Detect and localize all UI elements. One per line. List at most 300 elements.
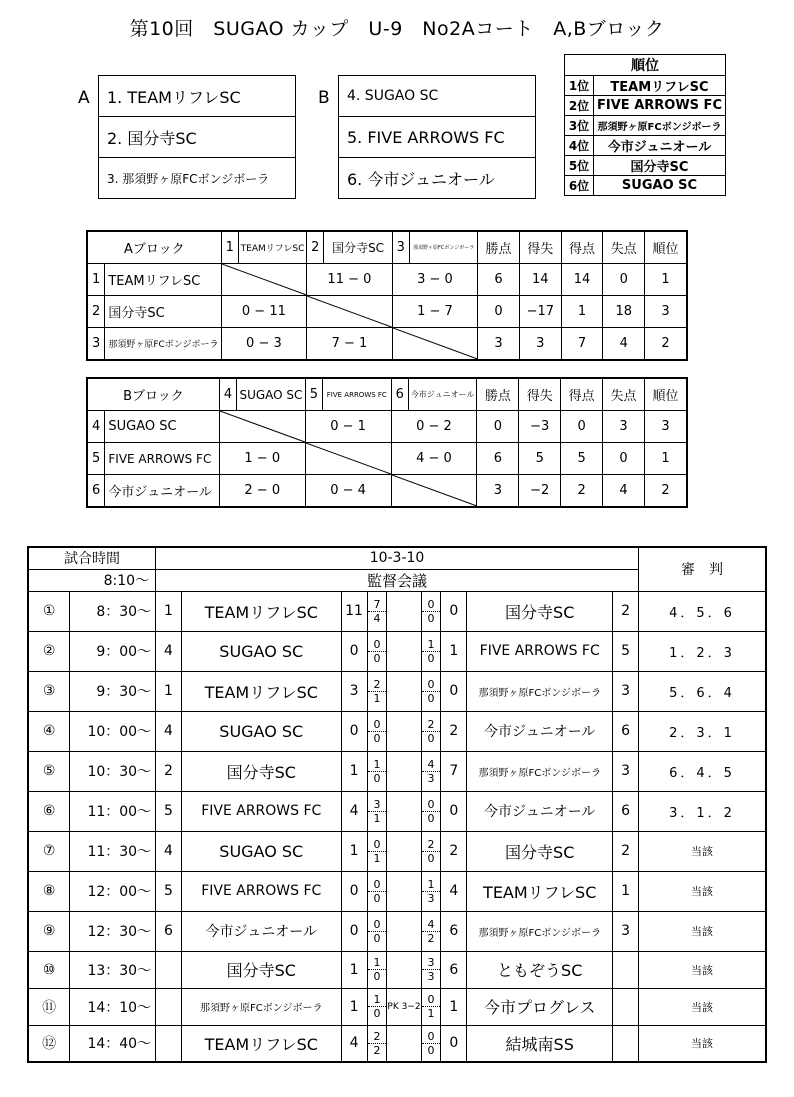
block-b-team: 6. 今市ジュニオール	[339, 158, 536, 199]
row-num: 1	[87, 264, 105, 296]
stat-cell: 0	[603, 264, 645, 296]
match-time: 11：30〜	[70, 831, 156, 871]
away-second-half: 3	[427, 891, 435, 905]
home-half-scores	[367, 791, 387, 831]
row-team: 那須野ヶ原FCボンジボーラ	[105, 328, 221, 361]
result-cell: 2 − 0	[219, 475, 305, 508]
home-half-scores	[367, 831, 387, 871]
away-half-scores	[421, 791, 441, 831]
stat-cell: −17	[519, 296, 561, 328]
match-number: ④	[28, 711, 70, 751]
match-number: ⑤	[28, 751, 70, 791]
referee-cell: 6．4．5	[638, 751, 766, 791]
match-time: 12：30〜	[70, 911, 156, 951]
home-half-scores	[367, 751, 387, 791]
home-half-scores	[367, 911, 387, 951]
home-team-number	[156, 988, 182, 1025]
block-a-team: 3. 那須野ヶ原FCボンジボーラ	[99, 158, 296, 199]
date-header: 10-3-10	[156, 547, 639, 569]
away-first-half: 2	[422, 718, 441, 732]
stat-cell: 0	[477, 411, 519, 443]
match-row	[28, 591, 766, 631]
home-second-half: 0	[373, 1007, 381, 1020]
row-num: 4	[87, 411, 105, 443]
home-score: 1	[341, 951, 367, 988]
home-team: SUGAO SC	[181, 631, 341, 671]
stat-cell: 3	[478, 328, 520, 361]
away-team-number	[613, 1025, 639, 1062]
home-second-half: 0	[373, 970, 381, 983]
away-first-half: 1	[422, 638, 441, 652]
away-first-half: 0	[422, 993, 441, 1007]
referee-header: 審 判	[638, 547, 766, 591]
match-time: 14：40〜	[70, 1025, 156, 1062]
rank-team: TEAMリフレSC	[594, 76, 726, 96]
away-second-half: 0	[427, 731, 435, 745]
away-second-half: 0	[427, 1043, 435, 1057]
home-team-number	[156, 951, 182, 988]
away-team: 那須野ヶ原FCボンジボーラ	[467, 671, 613, 711]
self-match-cell	[307, 296, 393, 328]
home-second-half: 0	[373, 771, 381, 785]
referee-cell: 3．1．2	[638, 791, 766, 831]
away-half-scores	[421, 671, 441, 711]
col-num: 5	[305, 378, 322, 411]
result-cell: 0 − 1	[305, 411, 391, 443]
match-time: 11：00〜	[70, 791, 156, 831]
pk-result	[387, 871, 421, 911]
self-match-cell	[392, 328, 478, 361]
col-team: SUGAO SC	[237, 378, 305, 411]
home-first-half: 1	[368, 758, 387, 772]
away-second-half: 3	[427, 970, 435, 983]
header-goals-against: 失点	[603, 231, 645, 264]
home-score: 0	[341, 631, 367, 671]
away-half-scores	[421, 988, 441, 1025]
away-score: 2	[441, 831, 467, 871]
pk-result	[387, 1025, 421, 1062]
rank-pos: 6位	[565, 176, 594, 196]
league-table-b	[86, 377, 688, 508]
stat-cell: 14	[519, 264, 561, 296]
block-a-team: 1. TEAMリフレSC	[99, 76, 296, 117]
referee-cell: 当該	[638, 871, 766, 911]
home-second-half: 0	[373, 731, 381, 745]
league-label: Aブロック	[87, 231, 221, 264]
home-team-number: 4	[156, 711, 182, 751]
away-team: 国分寺SC	[467, 591, 613, 631]
match-row	[28, 951, 766, 988]
away-half-scores	[421, 631, 441, 671]
away-score: 7	[441, 751, 467, 791]
pk-result	[387, 591, 421, 631]
self-match-cell	[391, 475, 477, 508]
self-match-cell	[221, 264, 307, 296]
pk-result	[387, 791, 421, 831]
home-score: 0	[341, 911, 367, 951]
row-team: SUGAO SC	[105, 411, 219, 443]
result-cell: 1 − 0	[219, 443, 305, 475]
rank-pos: 4位	[565, 136, 594, 156]
away-first-half: 3	[422, 956, 441, 970]
away-team-number: 2	[613, 591, 639, 631]
match-number: ②	[28, 631, 70, 671]
pk-result: PK 3−2	[387, 988, 421, 1025]
col-team: 那須野ヶ原FCボンジボーラ	[409, 231, 477, 264]
home-first-half: 2	[368, 678, 387, 692]
col-num: 6	[391, 378, 408, 411]
home-score: 1	[341, 831, 367, 871]
away-second-half: 0	[427, 811, 435, 825]
match-row	[28, 671, 766, 711]
stat-cell: 2	[561, 475, 603, 508]
home-team-number	[156, 1025, 182, 1062]
home-team: TEAMリフレSC	[181, 591, 341, 631]
away-team-number: 6	[613, 711, 639, 751]
ranking-table	[564, 54, 726, 196]
match-time: 14：10〜	[70, 988, 156, 1025]
pk-result	[387, 631, 421, 671]
away-first-half: 0	[422, 598, 441, 612]
away-score: 4	[441, 871, 467, 911]
home-team: 国分寺SC	[181, 751, 341, 791]
match-time: 9：00〜	[70, 631, 156, 671]
col-num: 3	[392, 231, 409, 264]
home-score: 1	[341, 751, 367, 791]
away-first-half: 0	[422, 798, 441, 812]
result-cell: 1 − 7	[392, 296, 478, 328]
match-time: 8：30〜	[70, 591, 156, 631]
away-half-scores	[421, 831, 441, 871]
away-team-number	[613, 951, 639, 988]
header-diff: 得失	[519, 231, 561, 264]
stat-cell: 0	[478, 296, 520, 328]
match-number: ⑪	[28, 988, 70, 1025]
time-header-label: 試合時間	[28, 547, 156, 569]
home-team: 那須野ヶ原FCボンジボーラ	[181, 988, 341, 1025]
home-score: 3	[341, 671, 367, 711]
meeting-time: 8:10〜	[28, 569, 156, 591]
stat-cell: 0	[561, 411, 603, 443]
home-first-half: 1	[368, 993, 387, 1007]
away-score: 0	[441, 591, 467, 631]
meeting-label: 監督会議	[156, 569, 639, 591]
row-num: 5	[87, 443, 105, 475]
referee-cell: 当該	[638, 951, 766, 988]
away-score: 0	[441, 791, 467, 831]
away-first-half: 2	[422, 838, 441, 852]
match-row	[28, 791, 766, 831]
home-team-number: 4	[156, 631, 182, 671]
away-team-number: 1	[613, 871, 639, 911]
home-half-scores	[367, 1025, 387, 1062]
match-time: 13：30〜	[70, 951, 156, 988]
away-first-half: 1	[422, 878, 441, 892]
away-team: 那須野ヶ原FCボンジボーラ	[467, 911, 613, 951]
header-points: 勝点	[477, 378, 519, 411]
stat-cell: 3	[519, 328, 561, 361]
referee-cell: 2．3．1	[638, 711, 766, 751]
away-second-half: 3	[427, 771, 435, 785]
match-row	[28, 711, 766, 751]
result-cell: 0 − 11	[221, 296, 307, 328]
page-title: 第10回 SUGAO カップ U-9 No2Aコート A,Bブロック	[129, 18, 665, 40]
away-team: 結城南SS	[467, 1025, 613, 1062]
home-first-half: 0	[368, 878, 387, 892]
col-team: TEAMリフレSC	[238, 231, 306, 264]
home-score: 11	[341, 591, 367, 631]
away-second-half: 2	[427, 931, 435, 945]
home-second-half: 0	[373, 931, 381, 945]
match-time: 10：00〜	[70, 711, 156, 751]
referee-cell: 4．5．6	[638, 591, 766, 631]
home-team: 国分寺SC	[181, 951, 341, 988]
stat-cell: 7	[561, 328, 603, 361]
away-half-scores	[421, 871, 441, 911]
row-num: 2	[87, 296, 105, 328]
away-score: 6	[441, 951, 467, 988]
match-row	[28, 1025, 766, 1062]
home-second-half: 0	[373, 651, 381, 665]
stat-cell: 6	[478, 264, 520, 296]
referee-cell: 5．6．4	[638, 671, 766, 711]
header-points: 勝点	[478, 231, 520, 264]
block-b-team: 4. SUGAO SC	[339, 76, 536, 117]
header-goals-for: 得点	[561, 231, 603, 264]
league-table-a	[86, 230, 688, 361]
block-b-letter: B	[318, 88, 330, 108]
stat-cell: 2	[645, 475, 688, 508]
col-num: 2	[307, 231, 324, 264]
pk-result	[387, 831, 421, 871]
referee-cell: 当該	[638, 988, 766, 1025]
stat-cell: 3	[645, 411, 688, 443]
away-team: 今市ジュニオール	[467, 791, 613, 831]
home-second-half: 1	[373, 691, 381, 705]
referee-cell: 1．2．3	[638, 631, 766, 671]
home-first-half: 7	[368, 598, 387, 612]
block-b-team-list	[338, 75, 536, 199]
stat-cell: 5	[561, 443, 603, 475]
stat-cell: −3	[519, 411, 561, 443]
result-cell: 11 − 0	[307, 264, 393, 296]
home-second-half: 0	[373, 891, 381, 905]
rank-pos: 1位	[565, 76, 594, 96]
stat-cell: 0	[603, 443, 645, 475]
home-half-scores	[367, 671, 387, 711]
stat-cell: 18	[603, 296, 645, 328]
away-half-scores	[421, 711, 441, 751]
referee-cell: 当該	[638, 831, 766, 871]
home-team-number: 4	[156, 831, 182, 871]
result-cell: 0 − 4	[305, 475, 391, 508]
away-team: ともぞうSC	[467, 951, 613, 988]
home-first-half: 2	[368, 1030, 387, 1044]
home-team: FIVE ARROWS FC	[181, 791, 341, 831]
pk-result	[387, 751, 421, 791]
away-score: 2	[441, 711, 467, 751]
away-team-number: 3	[613, 751, 639, 791]
away-team-number: 6	[613, 791, 639, 831]
row-num: 6	[87, 475, 105, 508]
stat-cell: 3	[645, 296, 687, 328]
stat-cell: 4	[603, 475, 645, 508]
header-goals-against: 失点	[603, 378, 645, 411]
match-time: 10：30〜	[70, 751, 156, 791]
away-score: 0	[441, 1025, 467, 1062]
away-team: 今市プログレス	[467, 988, 613, 1025]
ranking-header: 順位	[565, 55, 726, 76]
away-score: 0	[441, 671, 467, 711]
self-match-cell	[219, 411, 305, 443]
referee-cell: 当該	[638, 1025, 766, 1062]
home-half-scores	[367, 951, 387, 988]
match-row	[28, 911, 766, 951]
match-number: ⑫	[28, 1025, 70, 1062]
home-team-number: 1	[156, 671, 182, 711]
home-team-number: 5	[156, 791, 182, 831]
home-second-half: 1	[373, 811, 381, 825]
match-schedule-table	[27, 546, 767, 1063]
rank-team: FIVE ARROWS FC	[594, 96, 726, 116]
row-team: TEAMリフレSC	[105, 264, 221, 296]
match-row	[28, 988, 766, 1025]
away-half-scores	[421, 751, 441, 791]
home-second-half: 2	[373, 1043, 381, 1057]
rank-team: 国分寺SC	[594, 156, 726, 176]
home-team: 今市ジュニオール	[181, 911, 341, 951]
home-second-half: 1	[373, 851, 381, 865]
match-number: ③	[28, 671, 70, 711]
rank-team: 今市ジュニオール	[594, 136, 726, 156]
row-team: FIVE ARROWS FC	[105, 443, 219, 475]
home-score: 4	[341, 1025, 367, 1062]
away-score: 1	[441, 988, 467, 1025]
away-half-scores	[421, 951, 441, 988]
match-time: 12：00〜	[70, 871, 156, 911]
home-team-number: 1	[156, 591, 182, 631]
row-num: 3	[87, 328, 105, 361]
rank-team: SUGAO SC	[594, 176, 726, 196]
block-a-team-list	[98, 75, 296, 199]
away-team-number: 2	[613, 831, 639, 871]
block-a-team: 2. 国分寺SC	[99, 117, 296, 158]
col-team: 今市ジュニオール	[408, 378, 476, 411]
home-score: 0	[341, 711, 367, 751]
match-row	[28, 871, 766, 911]
home-half-scores	[367, 711, 387, 751]
home-team: TEAMリフレSC	[181, 1025, 341, 1062]
home-first-half: 0	[368, 838, 387, 852]
away-team: 今市ジュニオール	[467, 711, 613, 751]
away-first-half: 4	[422, 918, 441, 932]
col-num: 4	[219, 378, 236, 411]
match-number: ⑥	[28, 791, 70, 831]
result-cell: 7 − 1	[307, 328, 393, 361]
home-half-scores	[367, 871, 387, 911]
away-score: 1	[441, 631, 467, 671]
match-row	[28, 631, 766, 671]
result-cell: 0 − 2	[391, 411, 477, 443]
stat-cell: 5	[519, 443, 561, 475]
header-goals-for: 得点	[561, 378, 603, 411]
away-first-half: 0	[422, 1030, 441, 1044]
home-second-half: 4	[373, 611, 381, 625]
rank-pos: 2位	[565, 96, 594, 116]
block-a-letter: A	[78, 88, 90, 108]
away-team-number	[613, 988, 639, 1025]
home-team-number: 5	[156, 871, 182, 911]
match-row	[28, 751, 766, 791]
away-second-half: 0	[427, 611, 435, 625]
away-score: 6	[441, 911, 467, 951]
home-half-scores	[367, 988, 387, 1025]
away-half-scores	[421, 591, 441, 631]
away-second-half: 0	[427, 851, 435, 865]
match-time: 9：30〜	[70, 671, 156, 711]
home-half-scores	[367, 591, 387, 631]
away-team-number: 3	[613, 911, 639, 951]
away-first-half: 4	[422, 758, 441, 772]
away-second-half: 0	[427, 651, 435, 665]
stat-cell: −2	[519, 475, 561, 508]
pk-result	[387, 951, 421, 988]
self-match-cell	[305, 443, 391, 475]
away-team: TEAMリフレSC	[467, 871, 613, 911]
result-cell: 0 − 3	[221, 328, 307, 361]
stat-cell: 4	[603, 328, 645, 361]
home-first-half: 3	[368, 798, 387, 812]
home-team: SUGAO SC	[181, 831, 341, 871]
away-team-number: 5	[613, 631, 639, 671]
match-number: ①	[28, 591, 70, 631]
match-number: ⑦	[28, 831, 70, 871]
col-num: 1	[221, 231, 238, 264]
away-team: FIVE ARROWS FC	[467, 631, 613, 671]
home-half-scores	[367, 631, 387, 671]
header-rank: 順位	[645, 378, 688, 411]
row-team: 国分寺SC	[105, 296, 221, 328]
home-first-half: 1	[368, 956, 387, 970]
stat-cell: 1	[645, 443, 688, 475]
pk-result	[387, 671, 421, 711]
stat-cell: 1	[561, 296, 603, 328]
home-score: 1	[341, 988, 367, 1025]
match-number: ⑧	[28, 871, 70, 911]
stat-cell: 2	[645, 328, 687, 361]
away-team: 那須野ヶ原FCボンジボーラ	[467, 751, 613, 791]
row-team: 今市ジュニオール	[105, 475, 219, 508]
stat-cell: 3	[477, 475, 519, 508]
league-label: Bブロック	[87, 378, 219, 411]
result-cell: 3 − 0	[392, 264, 478, 296]
match-number: ⑨	[28, 911, 70, 951]
pk-result	[387, 711, 421, 751]
match-number: ⑩	[28, 951, 70, 988]
away-team-number: 3	[613, 671, 639, 711]
rank-pos: 5位	[565, 156, 594, 176]
match-row	[28, 831, 766, 871]
home-team: SUGAO SC	[181, 711, 341, 751]
home-first-half: 0	[368, 638, 387, 652]
away-half-scores	[421, 911, 441, 951]
referee-cell: 当該	[638, 911, 766, 951]
header-diff: 得失	[519, 378, 561, 411]
away-team: 国分寺SC	[467, 831, 613, 871]
pk-result	[387, 911, 421, 951]
home-first-half: 0	[368, 718, 387, 732]
away-second-half: 0	[427, 691, 435, 705]
